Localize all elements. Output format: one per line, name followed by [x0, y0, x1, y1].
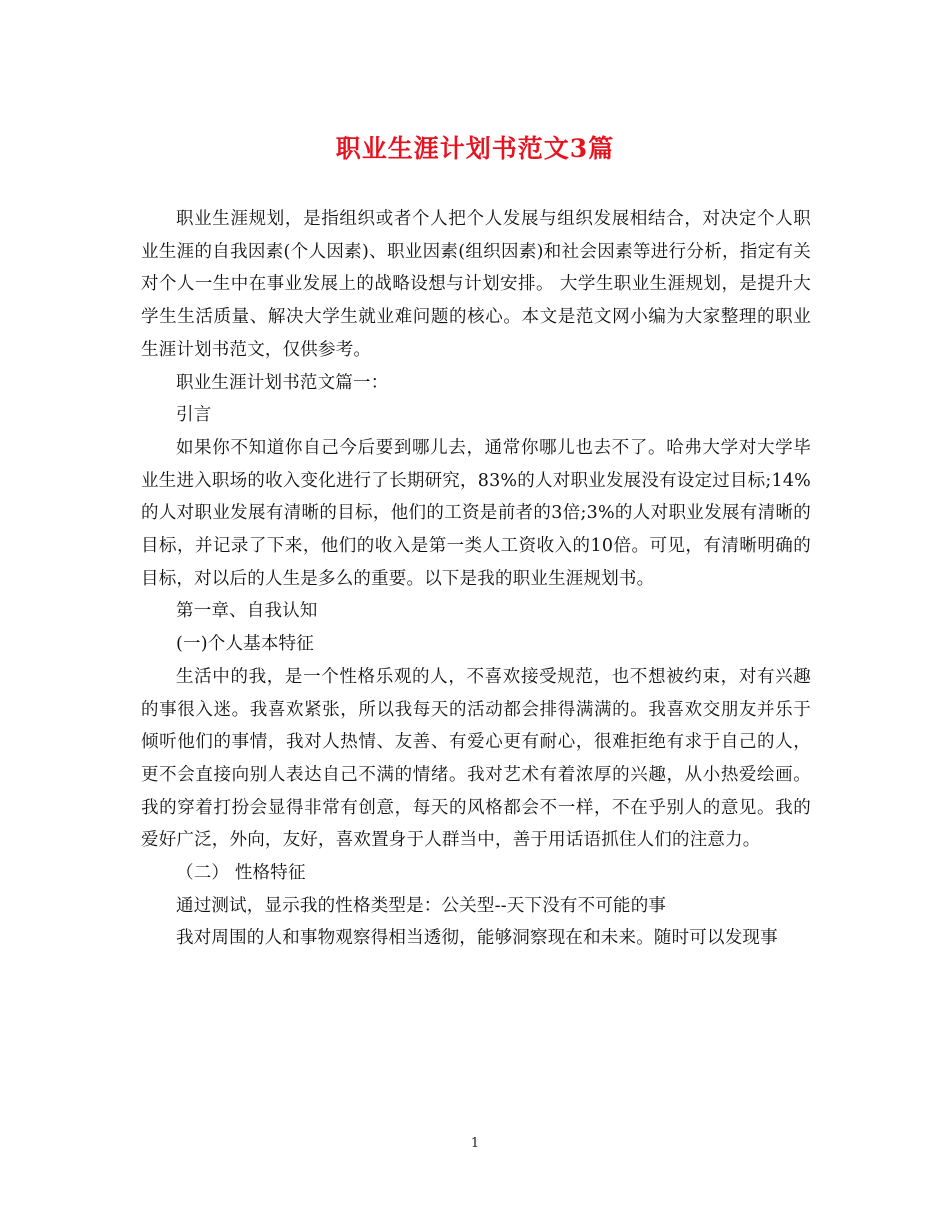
body-paragraph: 通过测试，显示我的性格类型是：公关型--天下没有不可能的事 — [176, 895, 667, 916]
body-paragraph: 如果你不知道你自己今后要到哪儿去，通常你哪儿也去不了。哈弗大学对大学毕业生进入职场的收入变化进行了长期研究，83%的人对职业发展没有设定过目标;14%的人对职业发展有清晰的目标，他们的工资是前者的3倍;3%的人对职业发展有清晰的目标，并记录了下来，他们的收入是第一类人工资收入的10倍。可见，有清晰明确的目标，对以后的人生是多么的重要。以下是我的职业生涯规划书。 — [141, 437, 811, 589]
chapter-heading: 第一章、自我认知 — [176, 601, 318, 622]
document-title: 职业生涯计划书范文3篇 — [335, 134, 615, 163]
page-number: 1 — [470, 1136, 480, 1151]
subsection-heading: （二） 性格特征 — [176, 863, 306, 884]
body-paragraph: 我对周围的人和事物观察得相当透彻，能够洞察现在和未来。随时可以发现事 — [176, 928, 778, 949]
body-paragraph: 生活中的我，是一个性格乐观的人，不喜欢接受规范，也不想被约束，对有兴趣的事很入迷。我喜欢紧张，所以我每天的活动都会排得满满的。我喜欢交朋友并乐于倾听他们的事情，我对人热情、友善、有爱心更有耐心，很难拒绝有求于自己的人，更不会直接向别人表达自己不满的情绪。我对艺术有着浓厚的兴趣，从小热爱绘画。我的穿着打扮会显得非常有创意，每天的风格都会不一样，不在乎别人的意见。我的爱好广泛，外向，友好，喜欢置身于人群当中，善于用话语抓住人们的注意力。 — [141, 666, 811, 851]
body-paragraph: 职业生涯规划，是指组织或者个人把个人发展与组织发展相结合，对决定个人职业生涯的自我因素(个人因素)、职业因素(组织因素)和社会因素等进行分析，指定有关对个人一生中在事业发展上的战略设想与计划安排。 大学生职业生涯规划，是提升大学生生活质量、解决大学生就业难问题的核心。本文是范文网小编为大家整理的职业生涯计划书范文，仅供参考。 — [141, 209, 811, 360]
section-heading: 引言 — [176, 405, 212, 426]
document-body — [141, 203, 811, 955]
subsection-heading: (一)个人基本特征 — [176, 634, 314, 655]
section-heading: 职业生涯计划书范文篇一： — [176, 372, 389, 393]
